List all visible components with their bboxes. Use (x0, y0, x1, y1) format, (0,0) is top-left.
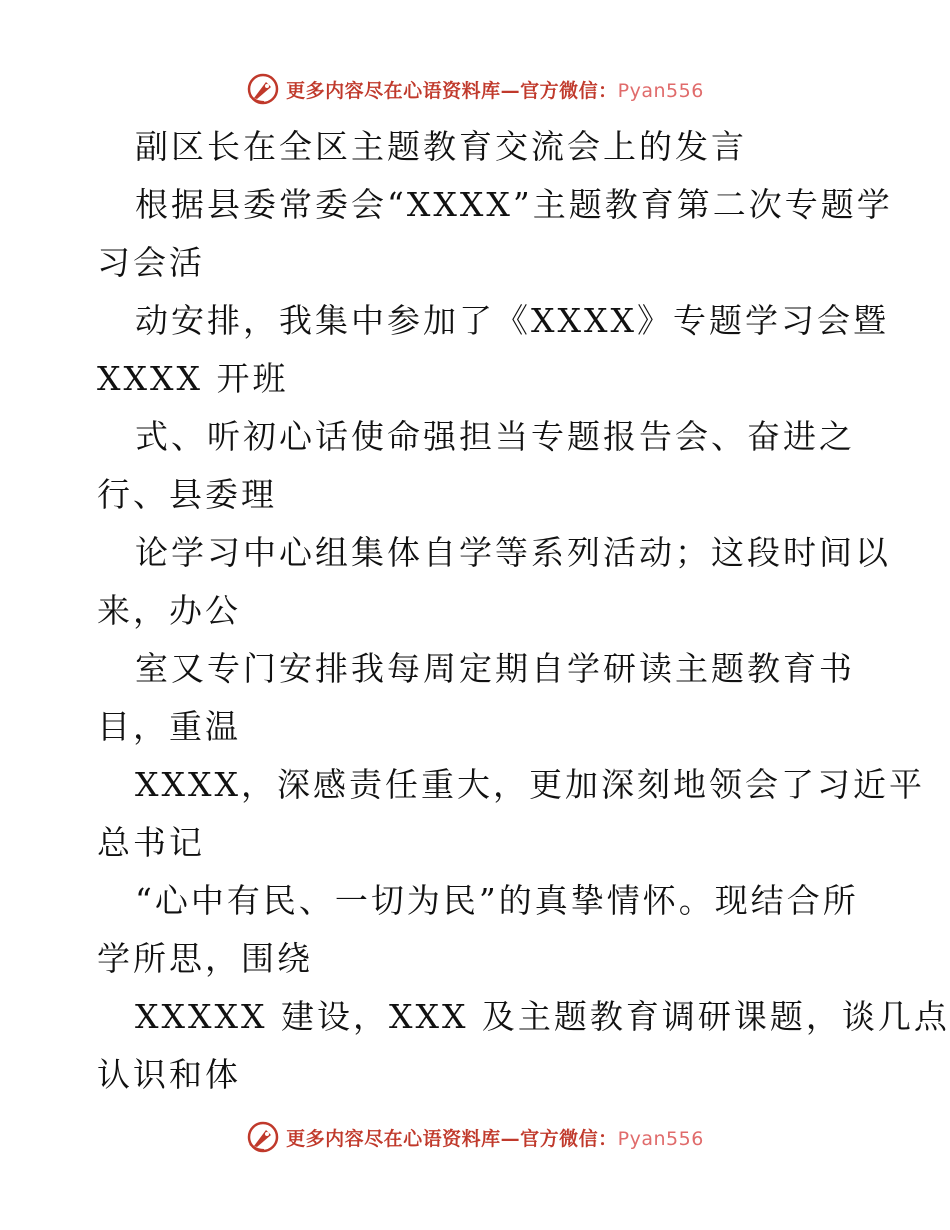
text-line: 总书记 (97, 823, 205, 862)
header-banner-text: 更多内容尽在心语资料库—官方微信：Pyan556 (286, 79, 704, 102)
text-line: 论学习中心组集体自学等系列活动；这段时间以 (135, 533, 891, 572)
header-banner (0, 72, 950, 106)
text-line: “心中有民、一切为民”的真挚情怀。现结合所 (135, 881, 859, 920)
text-line: 根据县委常委会“XXXX”主题教育第二次专题学 (135, 185, 893, 224)
text-line: 习会活 (97, 243, 205, 282)
text-line: 室又专门安排我每周定期自学研读主题教育书 (135, 649, 855, 688)
text-line: XXXX 开班 (97, 359, 289, 398)
text-line: 目，重温 (97, 707, 241, 746)
text-line: 动安排，我集中参加了《XXXX》专题学习会暨 (135, 301, 889, 340)
text-line: 学所思，围绕 (97, 939, 313, 978)
text-line: 行、县委理 (97, 475, 277, 514)
footer-banner-text: 更多内容尽在心语资料库—官方微信：Pyan556 (286, 1127, 704, 1150)
document-title: 副区长在全区主题教育交流会上的发言 (135, 127, 747, 166)
text-line: 认识和体 (97, 1055, 241, 1094)
text-line: XXXX，深感责任重大，更加深刻地领会了习近平 (135, 765, 925, 804)
pen-nib-logo-icon (246, 72, 280, 106)
document-body (97, 118, 950, 1104)
pen-nib-logo-icon (246, 1120, 280, 1154)
text-line: 式、听初心话使命强担当专题报告会、奋进之 (135, 417, 855, 456)
footer-wechat-id: Pyan556 (617, 1127, 704, 1150)
header-wechat-id: Pyan556 (617, 79, 704, 102)
text-line: XXXXX 建设，XXX 及主题教育调研课题，谈几点 (135, 997, 950, 1036)
footer-banner (0, 1120, 950, 1154)
text-line: 来，办公 (97, 591, 241, 630)
